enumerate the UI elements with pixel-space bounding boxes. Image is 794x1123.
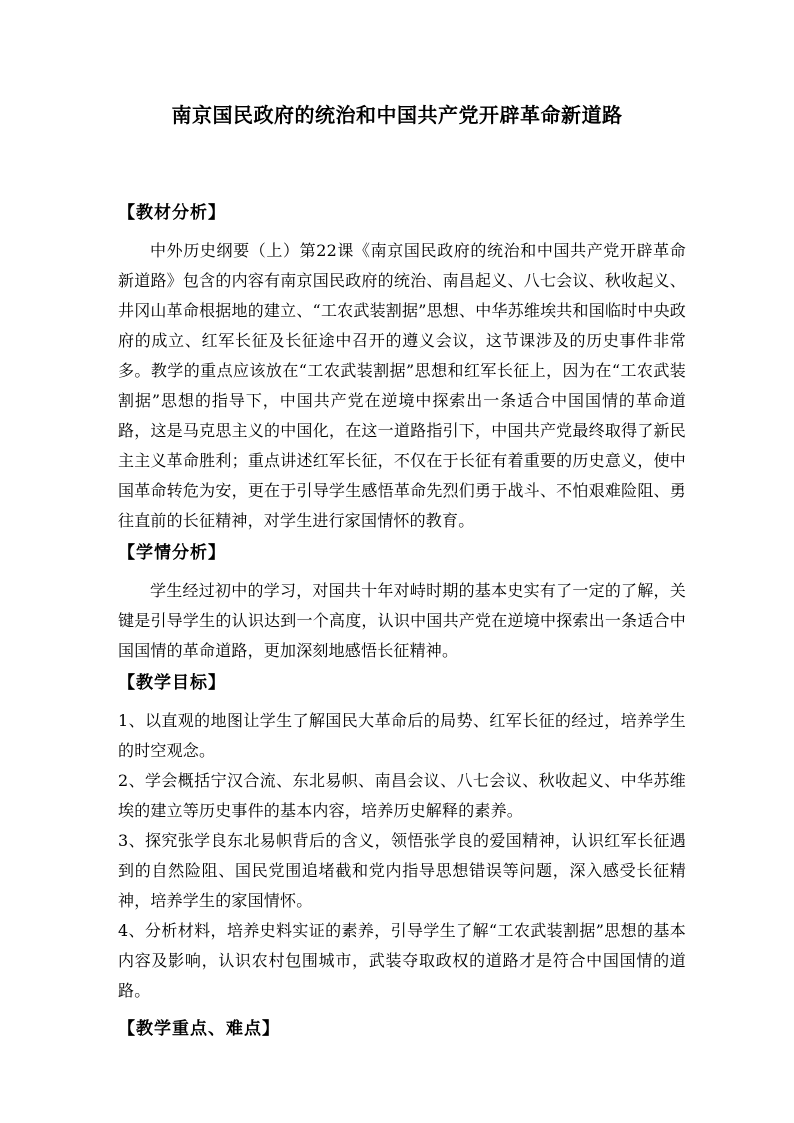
document-body	[118, 196, 686, 1046]
heading-textbook-analysis: 【教材分析】	[118, 203, 226, 223]
objective-item: 2、学会概括宁汉合流、东北易帜、南昌会议、八七会议、秋收起义、中华苏维埃的建立等历史事件的基本内容，培养历史解释的素养。	[118, 771, 686, 820]
document-title: 南京国民政府的统治和中国共产党开辟革命新道路	[171, 103, 623, 127]
heading-student-analysis: 【学情分析】	[118, 543, 226, 563]
paragraph-student-analysis: 学生经过初中的学习，对国共十年对峙时期的基本史实有了一定的了解，关键是引导学生的认识达到一个高度，认识中国共产党在逆境中探索出一条适合中国国情的革命道路，更加深刻地感悟长征精神。	[118, 581, 686, 660]
objective-item: 4、分析材料，培养史料实证的素养，引导学生了解“工农武装割据”思想的基本内容及影响，认识农村包围城市，武装夺取政权的道路才是符合中国国情的道路。	[118, 921, 686, 1000]
heading-teaching-objectives: 【教学目标】	[118, 673, 226, 693]
objective-item: 3、探究张学良东北易帜背后的含义，领悟张学良的爱国精神，认识红军长征遇到的自然险阻、国民党围追堵截和党内指导思想错误等问题，深入感受长征精神，培养学生的家国情怀。	[118, 831, 686, 910]
paragraph-textbook-analysis: 中外历史纲要（上）第22课《南京国民政府的统治和中国共产党开辟革命新道路》包含的内容有南京国民政府的统治、南昌起义、八七会议、秋收起义、井冈山革命根据地的建立、“工农武装割据”思想、中华苏维埃共和国临时中央政府的成立、红军长征及长征途中召开的遵义会议，这节课涉及的历史事件非常多。教学的重点应该放在“工农武装割据”思想和红军长征上，因为在“工农武装割据”思想的指导下，中国共产党在逆境中探索出一条适合中国国情的革命道路，这是马克思主义的中国化，在这一道路指引下，中国共产党最终取得了新民主主义革命胜利；重点讲述红军长征，不仅在于长征有着重要的历史意义，使中国革命转危为安，更在于引导学生感悟革命先烈们勇于战斗、不怕艰难险阻、勇往直前的长征精神，对学生进行家国情怀的教育。	[118, 241, 686, 530]
objective-item: 1、以直观的地图让学生了解国民大革命后的局势、红军长征的经过，培养学生的时空观念。	[118, 711, 686, 760]
heading-key-points: 【教学重点、难点】	[118, 1019, 280, 1039]
